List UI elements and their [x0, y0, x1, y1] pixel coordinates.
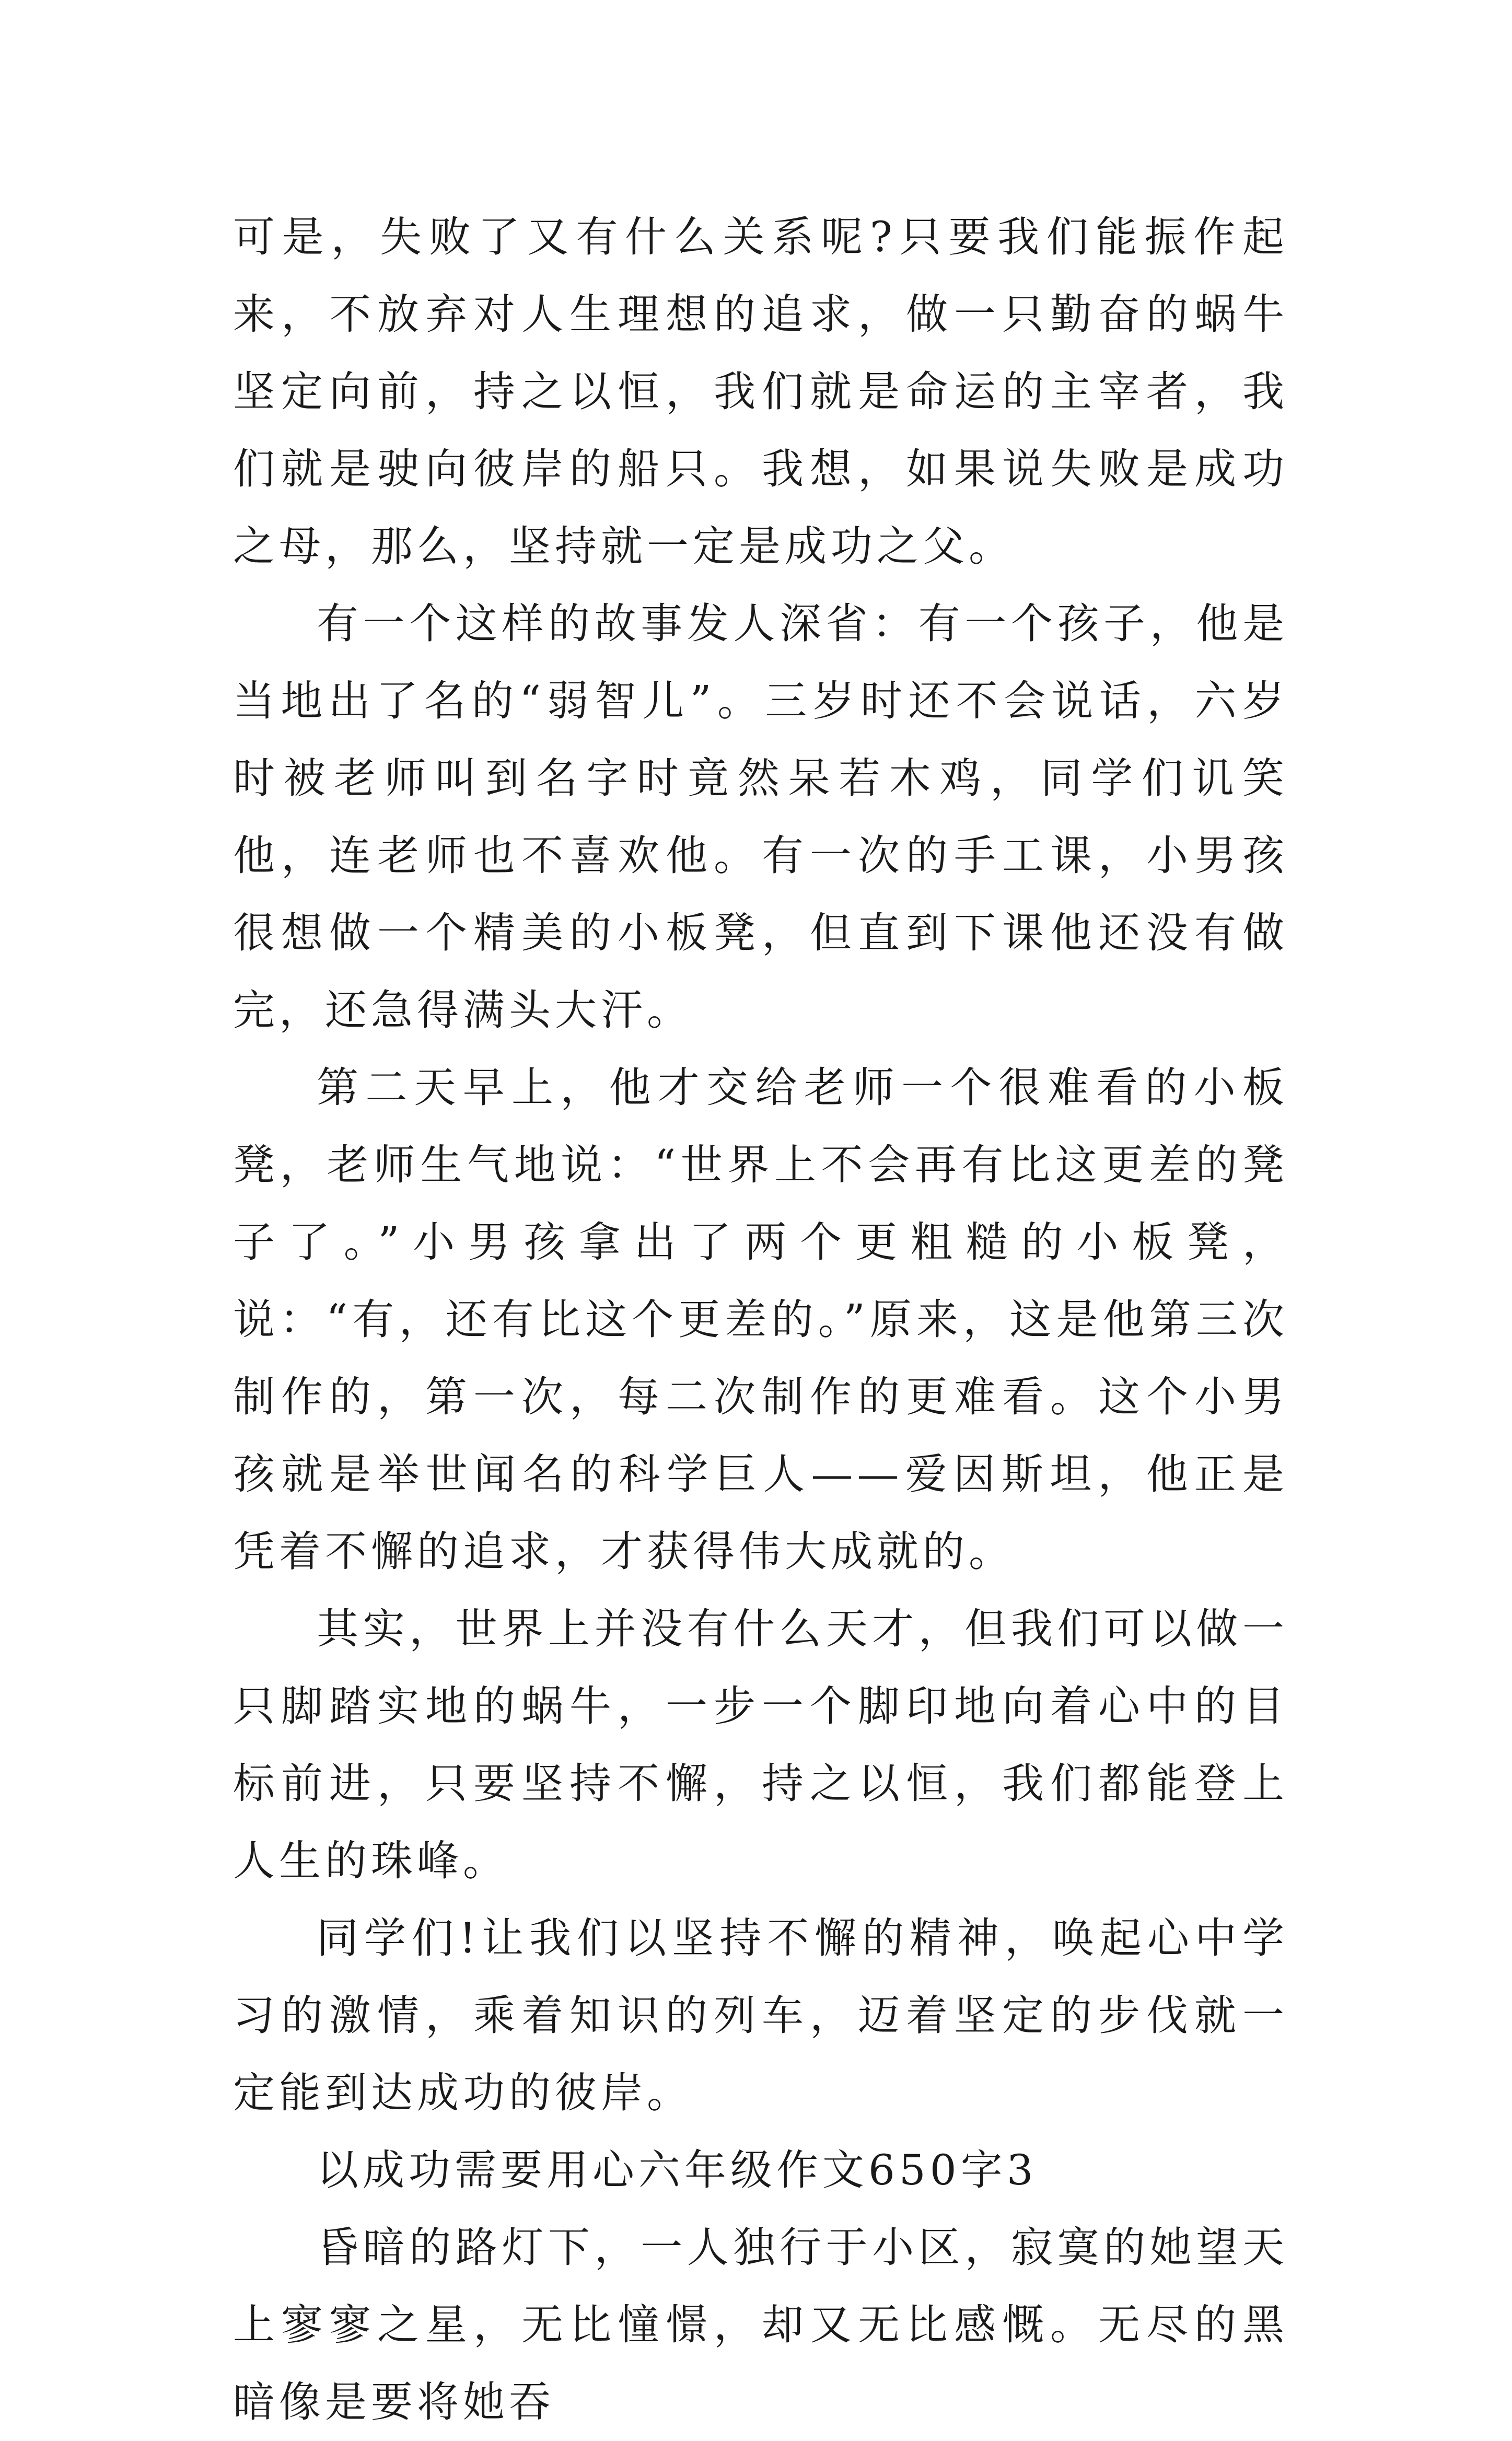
- paragraph-5: 同学们!让我们以坚持不懈的精神，唤起心中学习的激情，乘着知识的列车，迈着坚定的步伐就一定能到达成功的彼岸。: [233, 1914, 1288, 2117]
- document-body: [233, 199, 1288, 2441]
- paragraph-2: 有一个这样的故事发人深省：有一个孩子，他是当地出了名的“弱智儿”。三岁时还不会说话，六岁时被老师叫到名字时竟然呆若木鸡，同学们讥笑他，连老师也不喜欢他。有一次的手工课，小男孩很想做一个精美的小板凳，但直到下课他还没有做完，还急得满头大汗。: [233, 599, 1288, 1034]
- section-heading: 以成功需要用心六年级作文650字3: [317, 2146, 1038, 2194]
- paragraph-6: 昏暗的路灯下，一人独行于小区，寂寞的她望天上寥寥之星，无比憧憬，却又无比感慨。无尽的黑暗像是要将她吞: [233, 2223, 1288, 2426]
- paragraph-3: 第二天早上，他才交给老师一个很难看的小板凳，老师生气地说：“世界上不会再有比这更差的凳子了。”小男孩拿出了两个更粗糙的小板凳，说：“有，还有比这个更差的。”原来，这是他第三次制作的，第一次，每二次制作的更难看。这个小男孩就是举世闻名的科学巨人——爱因斯坦，他正是凭着不懈的追求，才获得伟大成就的。: [233, 1063, 1288, 1576]
- paragraph-1: 可是，失败了又有什么关系呢?只要我们能振作起来，不放弃对人生理想的追求，做一只勤奋的蜗牛坚定向前，持之以恒，我们就是命运的主宰者，我们就是驶向彼岸的船只。我想，如果说失败是成功之母，那么，坚持就一定是成功之父。: [233, 213, 1288, 571]
- paragraph-4: 其实，世界上并没有什么天才，但我们可以做一只脚踏实地的蜗牛，一步一个脚印地向着心中的目标前进，只要坚持不懈，持之以恒，我们都能登上人生的珠峰。: [233, 1605, 1288, 1885]
